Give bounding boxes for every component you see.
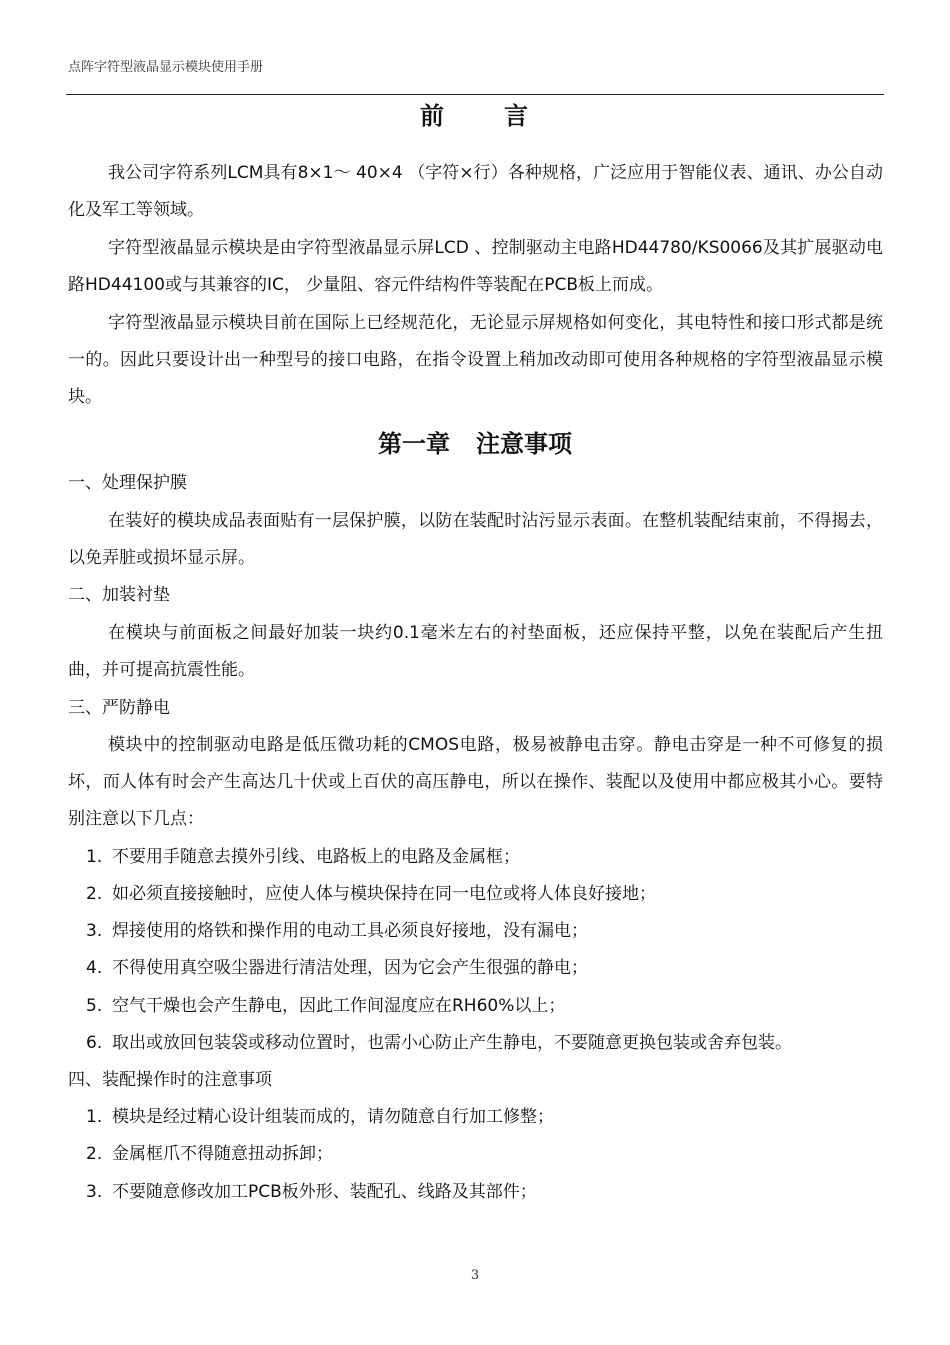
section-3-text: 模块中的控制驱动电路是低压微功耗的CMOS电路，极易被静电击穿。静电击穿是一种不可修复的损坏，而人体有时会产生高达几十伏或上百伏的高压静电，所以在操作、装配以及使用中都应极其小心。要特别注意以下几点： xyxy=(68,735,883,829)
list-item xyxy=(86,876,656,913)
list-item-number: 1. xyxy=(86,1107,103,1127)
running-header: 点阵字符型液晶显示模块使用手册 xyxy=(68,60,264,75)
preface-paragraph-1: 我公司字符系列LCM具有8×1～ 40×4 （字符×行）各种规格，广泛应用于智能仪表、通讯、办公自动化及军工等领域。 xyxy=(68,163,883,220)
list-item xyxy=(86,913,588,950)
header-rule xyxy=(66,94,884,95)
list-item-text: 焊接使用的烙铁和操作用的电动工具必须良好接地，没有漏电； xyxy=(112,921,588,941)
list-item-text: 不要用手随意去摸外引线、电路板上的电路及金属框； xyxy=(112,847,520,867)
list-item xyxy=(86,1174,537,1211)
list-item-text: 如必须直接接触时，应使人体与模块保持在同一电位或将人体良好接地； xyxy=(112,884,656,904)
list-item xyxy=(86,1025,792,1062)
list-item-number: 1. xyxy=(86,847,103,867)
list-item-text: 取出或放回包装袋或移动位置时，也需小心防止产生静电，不要随意更换包装或舍弃包装。 xyxy=(112,1033,792,1053)
chapter-title xyxy=(0,424,950,459)
list-item-text: 不得使用真空吸尘器进行清洁处理，因为它会产生很强的静电； xyxy=(112,958,588,978)
section-4-title: 四、装配操作时的注意事项 xyxy=(68,1070,272,1090)
list-item-number: 5. xyxy=(86,996,103,1016)
list-item xyxy=(86,988,565,1025)
list-item-number: 3. xyxy=(86,921,103,941)
list-item-number: 2. xyxy=(86,1144,103,1164)
list-item-text: 空气干燥也会产生静电，因此工作间湿度应在RH60%以上； xyxy=(112,996,566,1016)
list-item-text: 不要随意修改加工PCB板外形、装配孔、线路及其部件； xyxy=(112,1182,537,1202)
list-item-text: 金属框爪不得随意扭动拆卸； xyxy=(112,1144,333,1164)
chapter-title-a: 第一章 xyxy=(378,429,450,458)
list-item xyxy=(86,1099,554,1136)
preface-paragraph-2: 字符型液晶显示模块是由字符型液晶显示屏LCD 、控制驱动主电路HD44780/KS0066及其扩展驱动电路HD44100或与其兼容的IC， 少量阻、容元件结构件等装配在PCB板上而成。 xyxy=(68,238,883,295)
chapter-title-b: 注意事项 xyxy=(476,429,572,458)
list-item-number: 4. xyxy=(86,958,103,978)
list-item-number: 3. xyxy=(86,1182,103,1202)
preface-paragraph-3: 字符型液晶显示模块目前在国际上已经规范化，无论显示屏规格如何变化，其电特性和接口形式都是统一的。因此只要设计出一种型号的接口电路，在指令设置上稍加改动即可使用各种规格的字符型液晶显示模块。 xyxy=(68,313,883,407)
list-item xyxy=(86,950,588,987)
section-1-text: 在装好的模块成品表面贴有一层保护膜，以防在装配时沾污显示表面。在整机装配结束前，不得揭去，以免弄脏或损坏显示屏。 xyxy=(68,511,883,568)
section-2-text: 在模块与前面板之间最好加装一块约0.1毫米左右的衬垫面板，还应保持平整，以免在装配后产生扭曲，并可提高抗震性能。 xyxy=(68,623,883,680)
section-2-title: 二、加装衬垫 xyxy=(68,585,170,605)
list-item-number: 2. xyxy=(86,884,103,904)
preface-title-b: 言 xyxy=(504,101,530,130)
list-item-number: 6. xyxy=(86,1033,103,1053)
section-1-title: 一、处理保护膜 xyxy=(68,473,187,493)
list-item xyxy=(86,1136,333,1173)
list-item-text: 模块是经过精心设计组装而成的，请勿随意自行加工修整； xyxy=(112,1107,554,1127)
list-item xyxy=(86,839,520,876)
section-3-title: 三、严防静电 xyxy=(68,698,170,718)
preface-title xyxy=(0,96,950,131)
preface-title-a: 前 xyxy=(420,101,446,130)
page-number: 3 xyxy=(470,1268,480,1283)
